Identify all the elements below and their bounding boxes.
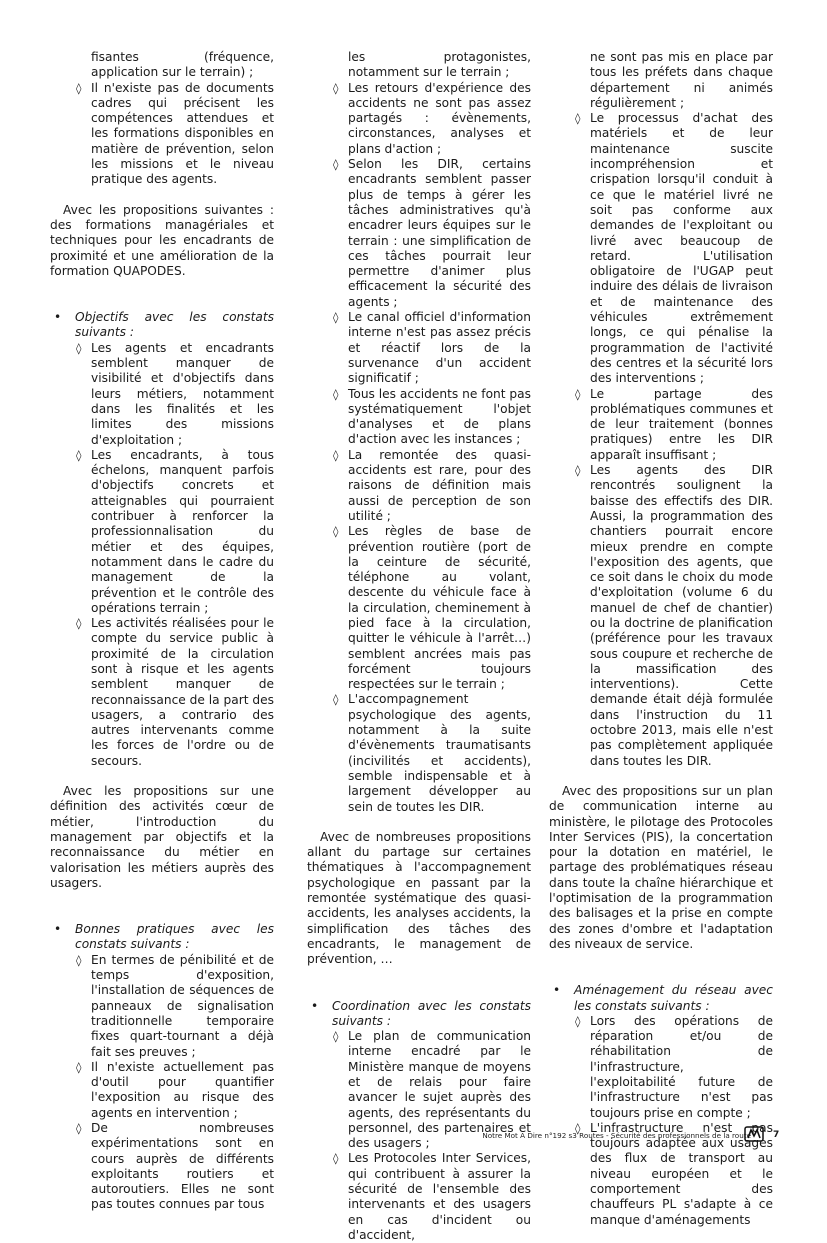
diamond-bullet-icon: ◊ xyxy=(575,1121,581,1135)
list-item: ◊ Les agents et encadrants semblent manquer de visibilité et d'objectifs dans leurs métiers, notamment dans les finalités et les limites des missions d'exploitation ; xyxy=(76,340,274,447)
paragraph: Avec de nombreuses propositions allant du partage sur certaines thématiques à l'accompagnement psychologique en passant par la remontée systématique des quasi-accidents, les analyses accidents, la simplification des tâches des encadrants, le management de prévention, … xyxy=(307,829,531,967)
list-item: ◊ La remontée des quasi-accidents est rare, pour des raisons de définition mais aussi de perception de son utilité ; xyxy=(333,447,531,523)
section-heading-bonnes-pratiques: • Bonnes pratiques avec les constats suivants : xyxy=(54,922,274,952)
diamond-bullet-icon: ◊ xyxy=(333,81,339,95)
diamond-bullet-icon: ◊ xyxy=(76,81,82,95)
list-item-continuation: ne sont pas mis en place par tous les préfets dans chaque département ni animés régulièrement ; xyxy=(590,50,773,110)
diamond-bullet-icon: ◊ xyxy=(333,158,339,172)
list-item: ◊ L'accompagnement psychologique des agents, notamment à la suite d'évènements traumatisants (incivilités et accidents), semble indispensable et à largement développer au sein de toutes les DIR. xyxy=(333,692,531,814)
bullet-icon: • xyxy=(311,998,319,1013)
diamond-bullet-icon: ◊ xyxy=(333,525,339,539)
list-item: ◊ Les agents des DIR rencontrés soulignent la baisse des effectifs des DIR. Aussi, la programmation des chantiers pourrait encore mieux prendre en compte l'exposition des agents, que ce soit dans le choix du mode d'exploitation (volume 6 du manuel de chef de chantier) ou la doctrine de planification (préférence pour les travaux sous coupure et recherche de la massification des interventions). Cette demande était déjà formulée dans l'instruction du 11 octobre 2013, mais elle n'est pas complètement appliquée dans toutes les DIR. xyxy=(575,463,773,768)
list-item: ◊ Le canal officiel d'information interne n'est pas assez précis et réactif lors de la survenance d'un accident significatif ; xyxy=(333,310,531,386)
list-item-continuation: fisantes (fréquence, application sur le terrain) ; xyxy=(91,50,274,80)
diamond-bullet-icon: ◊ xyxy=(575,464,581,478)
bullet-icon: • xyxy=(54,310,62,325)
diamond-bullet-icon: ◊ xyxy=(333,387,339,401)
list-item: ◊ Tous les accidents ne font pas systématiquement l'objet d'analyses et de plans d'action avec les instances ; xyxy=(333,386,531,447)
diamond-bullet-icon: ◊ xyxy=(333,1030,339,1044)
bullet-icon: • xyxy=(54,922,62,937)
diamond-bullet-icon: ◊ xyxy=(333,311,339,325)
list-item: ◊ En termes de pénibilité et de temps d'exposition, l'installation de séquences de panneaux de signalisation traditionnelle temporaire fixes quart-tournant a déjà fait ses preuves ; xyxy=(76,952,274,1059)
diamond-bullet-icon: ◊ xyxy=(575,112,581,126)
paragraph: Avec les propositions suivantes : des formations managériales et techniques pour les encadrants de proximité et une amélioration de la formation QUAPODES. xyxy=(50,202,274,278)
footer-text: Notre Mot A Dire n°192 s3 Routes - Sécurité des professionnels de la route xyxy=(482,1131,751,1140)
list-item: ◊ De nombreuses expérimentations sont en cours auprès de différents exploitants routiers et autoroutiers. Elles ne sont pas toutes connues par tous xyxy=(76,1121,274,1212)
list-item: ◊ Les règles de base de prévention routière (port de la ceinture de sécurité, téléphone au volant, descente du véhicule face à la circulation, cheminement à pied face à la circulation, quitter le véhicule à l'arrêt…) semblent ancrées mais pas forcément toujours respectées sur le terrain ; xyxy=(333,524,531,692)
bullet-icon: • xyxy=(553,983,561,998)
section-heading-coordination: • Coordination avec les constats suivants : xyxy=(311,998,531,1028)
section-heading-objectifs: • Objectifs avec les constats suivants : xyxy=(54,310,274,340)
paragraph: Avec des propositions sur un plan de communication interne au ministère, le pilotage des Protocoles Inter Services (PIS), la concertation pour la dotation en matériel, le partage des problématiques réseau dans toute la chaîne hiérarchique et l'optimisation de la programmation des balisages et la prise en compte des zones d'ombre et l'adaptation des niveaux de service. xyxy=(549,783,773,951)
list-item: ◊ Les encadrants, à tous échelons, manquent parfois d'objectifs concrets et atteignables qui pourraient contribuer à renforcer la professionnalisation du métier et des équipes, notamment dans le cadre du management de la prévention et le contrôle des opérations terrain ; xyxy=(76,447,274,615)
publication-logo-icon xyxy=(744,1125,764,1143)
column-1 xyxy=(50,50,274,1213)
diamond-bullet-icon: ◊ xyxy=(575,1014,581,1028)
list-item: ◊ Les activités réalisées pour le compte du service public à proximité de la circulation sont à risque et les agents semblent manquer de reconnaissance de la part des usagers, a contrario des autres intervenants comme les forces de l'ordre ou de secours. xyxy=(76,616,274,768)
list-item: ◊ Selon les DIR, certains encadrants semblent passer plus de temps à gérer les tâches administratives qu'à encadrer leurs équipes sur le terrain : une simplification de ces tâches pourrait leur permettre d'animer plus efficacement la sécurité des agents ; xyxy=(333,157,531,309)
diamond-bullet-icon: ◊ xyxy=(76,448,82,462)
diamond-bullet-icon: ◊ xyxy=(333,693,339,707)
diamond-bullet-icon: ◊ xyxy=(76,1060,82,1074)
list-item-continuation: les protagonistes, notamment sur le terrain ; xyxy=(348,50,531,80)
list-item: ◊ Il n'existe pas de documents cadres qui précisent les compétences attendues et les formations disponibles en matière de prévention, selon les missions et le niveau pratique des agents. xyxy=(76,80,274,187)
diamond-bullet-icon: ◊ xyxy=(76,341,82,355)
column-2 xyxy=(307,50,531,1243)
list-item: ◊ Les Protocoles Inter Services, qui contribuent à assurer la sécurité de l'ensemble des intervenants et des usagers en cas d'incident ou d'accident, xyxy=(333,1151,531,1242)
diamond-bullet-icon: ◊ xyxy=(76,1122,82,1135)
column-3 xyxy=(549,50,773,1228)
page-number: 7 xyxy=(773,1130,780,1140)
paragraph: Avec les propositions sur une définition des activités cœur de métier, l'introduction du management par objectifs et la reconnaissance du métier en valorisation les métiers auprès des usagers. xyxy=(50,784,274,890)
list-item: ◊ Le plan de communication interne encadré par le Ministère manque de moyens et de relais pour faire avancer le sujet auprès des agents, des représentants du personnel, des partenaires et des usagers ; xyxy=(333,1029,531,1151)
diamond-bullet-icon: ◊ xyxy=(76,953,82,967)
diamond-bullet-icon: ◊ xyxy=(333,448,339,462)
list-item: ◊ Il n'existe actuellement pas d'outil pour quantifier l'exposition au risque des agents en intervention ; xyxy=(76,1059,274,1120)
list-item: ◊ Le processus d'achat des matériels et de leur maintenance suscite incompréhension et crispation lorsqu'il conduit à ce que le matériel livré ne soit pas conforme aux demandes de l'exploitant ou livré avec beaucoup de retard. L'utilisation obligatoire de l'UGAP peut induire des délais de livraison et de maintenance des véhicules extrêmement longs, ce qui pénalise la programmation de l'activité des centres et la sécurité lors des interventions ; xyxy=(575,111,773,386)
list-item: ◊ Lors des opérations de réparation et/ou de réhabilitation de l'infrastructure, l'exploitabilité future de l'infrastructure n'est pas toujours prise en compte ; xyxy=(575,1013,773,1120)
section-heading-amenagement: • Aménagement du réseau avec les constats suivants : xyxy=(553,983,773,1013)
diamond-bullet-icon: ◊ xyxy=(76,617,82,631)
diamond-bullet-icon: ◊ xyxy=(333,1152,339,1166)
diamond-bullet-icon: ◊ xyxy=(575,387,581,401)
list-item: ◊ L'infrastructure n'est pas toujours adaptée aux usages des flux de transport au niveau européen et le comportement des chauffeurs PL s'adapte à ce manque d'aménagements xyxy=(575,1120,773,1227)
list-item: ◊ Les retours d'expérience des accidents ne sont pas assez partagés : évènements, circonstances, analyses et plans d'action ; xyxy=(333,80,531,156)
list-item: ◊ Le partage des problématiques communes et de leur traitement (bonnes pratiques) entre les DIR apparaît insuffisant ; xyxy=(575,386,773,462)
